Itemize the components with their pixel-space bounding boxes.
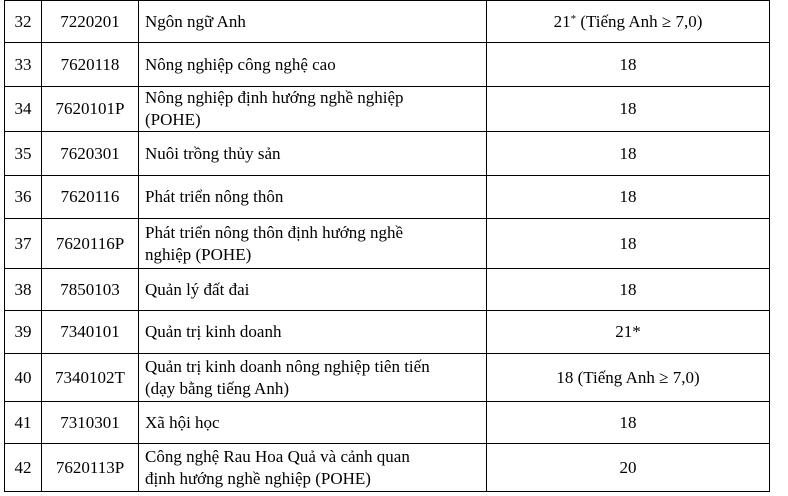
program-name	[139, 43, 487, 87]
program-name-line: (POHE)	[145, 110, 201, 129]
row-number: 32	[5, 1, 42, 43]
program-name-line: Phát triển nông thôn	[145, 187, 284, 206]
program-name	[139, 311, 487, 354]
program-code: 7310301	[42, 402, 139, 444]
score-value: 18 (Tiếng Anh ≥ 7,0)	[556, 367, 700, 387]
table-row	[5, 87, 770, 132]
score-value: 21	[553, 11, 571, 31]
program-name-line: Quản trị kinh doanh nông nghiệp tiên tiến	[145, 356, 430, 376]
score-value: 18	[619, 143, 637, 163]
score-cell	[487, 43, 770, 87]
row-number: 35	[5, 132, 42, 176]
row-number: 33	[5, 43, 42, 87]
score-value: 18	[619, 412, 637, 432]
program-code: 7620118	[42, 43, 139, 87]
program-name-line: Quản trị kinh doanh	[145, 322, 282, 341]
score-cell	[487, 219, 770, 269]
table-row	[5, 269, 770, 311]
program-name	[139, 444, 487, 492]
program-name-line: Nông nghiệp định hướng nghề nghiệp	[145, 88, 404, 107]
program-name	[139, 176, 487, 219]
score-value: 20	[619, 457, 637, 477]
program-name-line: định hướng nghề nghiệp (POHE)	[145, 468, 371, 488]
row-number: 34	[5, 87, 42, 132]
program-name	[139, 132, 487, 176]
program-name	[139, 1, 487, 43]
program-name	[139, 354, 487, 402]
program-code: 7850103	[42, 269, 139, 311]
score-footnote-mark: *	[570, 12, 577, 25]
table-row	[5, 1, 770, 43]
program-name	[139, 402, 487, 444]
row-number: 39	[5, 311, 42, 354]
program-name-line: Nông nghiệp công nghệ cao	[145, 54, 336, 74]
table-row	[5, 132, 770, 176]
row-number: 36	[5, 176, 42, 219]
program-name-line: Công nghệ Rau Hoa Quả và cảnh quan	[145, 446, 410, 466]
program-name-line: Quản lý đất đai	[145, 279, 250, 299]
table-row	[5, 176, 770, 219]
score-cell	[487, 132, 770, 176]
table-row	[5, 402, 770, 444]
admission-scores-table	[4, 0, 770, 492]
program-name	[139, 87, 487, 132]
score-cell	[487, 354, 770, 402]
score-value: 21*	[615, 322, 641, 341]
program-name	[139, 219, 487, 269]
program-name-line: Nuôi trồng thủy sản	[145, 143, 281, 163]
score-value: 18	[619, 233, 637, 253]
score-value: 18	[619, 99, 637, 118]
score-cell	[487, 311, 770, 354]
table-row	[5, 444, 770, 492]
row-number: 41	[5, 402, 42, 444]
table-row	[5, 354, 770, 402]
score-cell	[487, 402, 770, 444]
program-code: 7620116P	[42, 219, 139, 269]
score-cell	[487, 269, 770, 311]
program-name	[139, 269, 487, 311]
score-cell	[487, 176, 770, 219]
program-name-line: Ngôn ngữ Anh	[145, 11, 246, 31]
program-code: 7340101	[42, 311, 139, 354]
program-name-line: nghiệp (POHE)	[145, 244, 252, 264]
score-value: 18	[619, 187, 637, 206]
table-body	[5, 1, 770, 492]
score-cell	[487, 1, 770, 43]
score-value: 18	[619, 54, 637, 74]
program-name-line: Phát triển nông thôn định hướng nghề	[145, 222, 404, 242]
row-number: 42	[5, 444, 42, 492]
table-row	[5, 219, 770, 269]
row-number: 37	[5, 219, 42, 269]
score-condition: (Tiếng Anh ≥ 7,0)	[576, 11, 703, 31]
program-code: 7620116	[42, 176, 139, 219]
program-code: 7620113P	[42, 444, 139, 492]
score-cell	[487, 444, 770, 492]
table-row	[5, 43, 770, 87]
row-number: 40	[5, 354, 42, 402]
score-cell	[487, 87, 770, 132]
table-row	[5, 311, 770, 354]
row-number: 38	[5, 269, 42, 311]
program-name-line: Xã hội học	[145, 412, 220, 432]
score-value: 18	[619, 279, 637, 299]
program-name-line: (dạy bằng tiếng Anh)	[145, 378, 289, 398]
program-code: 7340102T	[42, 354, 139, 402]
program-code: 7620301	[42, 132, 139, 176]
program-code: 7620101P	[42, 87, 139, 132]
program-code: 7220201	[42, 1, 139, 43]
